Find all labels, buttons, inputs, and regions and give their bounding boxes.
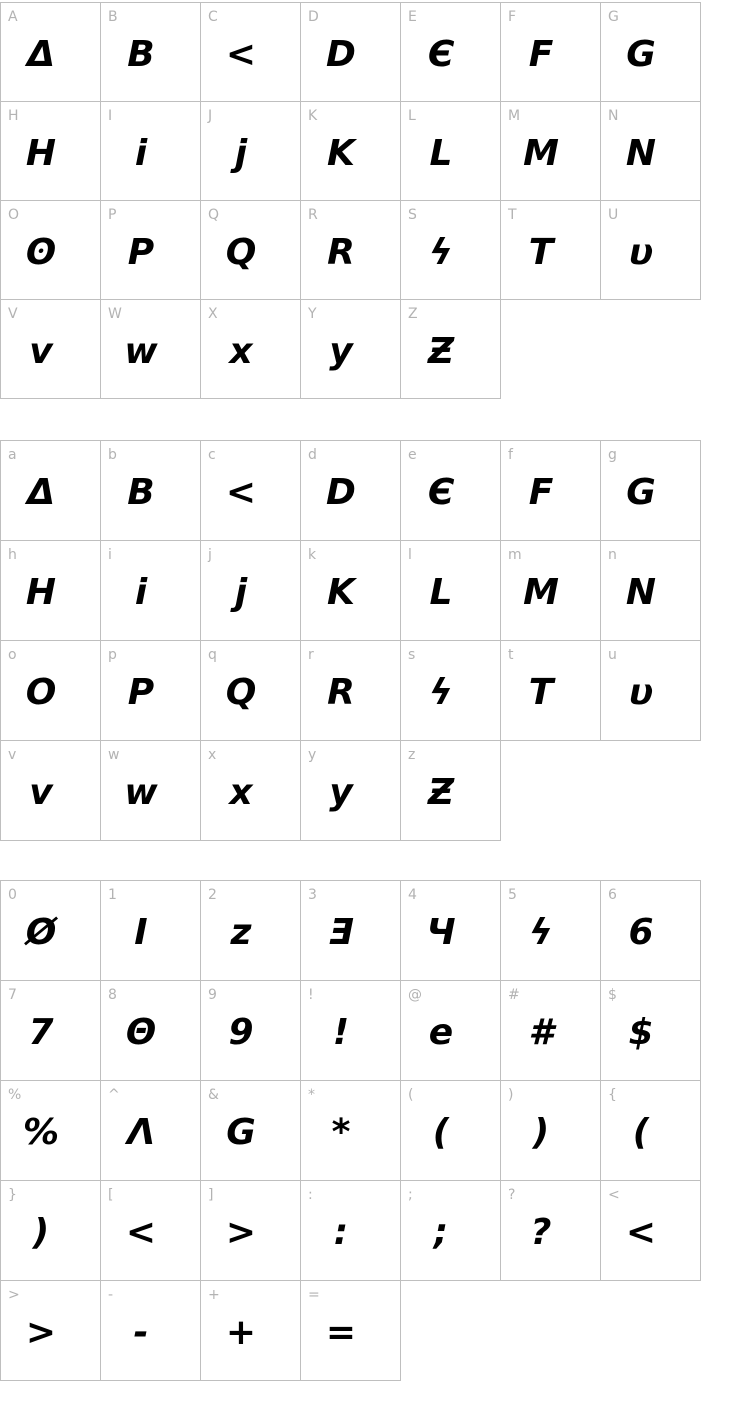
glyph-block-digits-symbols (0, 880, 740, 1381)
glyph-row (1, 300, 740, 399)
glyph-cell (100, 1080, 201, 1181)
glyph-cell-preview: Q (225, 232, 257, 273)
glyph-cell-preview: B (127, 34, 155, 75)
glyph-cell-label: C (208, 9, 218, 25)
glyph-cell (0, 200, 101, 300)
glyph-cell-label: < (608, 1187, 620, 1203)
glyph-cell-preview: I (134, 912, 148, 953)
glyph-cell-preview: ) (32, 1212, 50, 1253)
glyph-cell-label: N (608, 108, 619, 124)
glyph-cell (300, 640, 401, 741)
glyph-cell-label: 3 (308, 887, 317, 903)
glyph-cell (500, 101, 601, 201)
glyph-cell-preview: G (226, 1112, 256, 1153)
glyph-cell-preview: ( (632, 1112, 650, 1153)
glyph-cell-preview: Ƶ (427, 772, 455, 813)
glyph-cell (100, 880, 201, 981)
glyph-cell (400, 540, 501, 641)
glyph-cell-preview: K (327, 133, 355, 174)
glyph-cell-preview: i (134, 572, 148, 613)
glyph-cell (200, 101, 301, 201)
glyph-cell-preview: G (626, 34, 656, 75)
glyph-cell-preview: z (230, 912, 252, 953)
glyph-cell-label: V (8, 306, 18, 322)
glyph-row (1, 1281, 740, 1381)
glyph-cell-preview: - (133, 1312, 149, 1353)
glyph-row (1, 3, 740, 102)
glyph-cell-label: Y (308, 306, 317, 322)
glyph-cell (0, 880, 101, 981)
glyph-cell-label: v (8, 747, 17, 763)
glyph-cell-preview: y (329, 772, 353, 813)
glyph-cell-preview: > (25, 1312, 57, 1353)
glyph-cell (500, 980, 601, 1081)
glyph-cell-preview: K (327, 572, 355, 613)
glyph-cell-label: ^ (108, 1087, 120, 1103)
glyph-cell (400, 101, 501, 201)
glyph-cell (0, 1080, 101, 1181)
glyph-cell-label: z (408, 747, 416, 763)
glyph-cell-preview: w (124, 331, 158, 372)
glyph-cell-label: x (208, 747, 217, 763)
glyph-cell (300, 1180, 401, 1281)
glyph-cell (0, 980, 101, 1081)
glyph-cell-label: 8 (108, 987, 117, 1003)
glyph-cell-label: [ (108, 1187, 114, 1203)
glyph-cell-label: k (308, 547, 317, 563)
glyph-cell (300, 299, 401, 399)
glyph-cell-preview: N (625, 133, 657, 174)
glyph-cell-label: & (208, 1087, 219, 1103)
glyph-cell-label: $ (608, 987, 617, 1003)
glyph-cell-preview: Δ (27, 34, 55, 75)
glyph-cell-label: 6 (608, 887, 617, 903)
glyph-cell-preview: : (333, 1212, 349, 1253)
glyph-cell-label: S (408, 207, 417, 223)
glyph-cell-preview: 7 (28, 1012, 54, 1053)
glyph-cell-preview: y (329, 331, 353, 372)
glyph-cell-label: g (608, 447, 617, 463)
glyph-cell-label: @ (408, 987, 422, 1003)
glyph-cell-preview: G (626, 472, 656, 513)
glyph-cell (100, 2, 201, 102)
glyph-row (1, 1081, 740, 1181)
glyph-cell (600, 980, 701, 1081)
glyph-cell-label: K (308, 108, 318, 124)
glyph-cell-preview: D (326, 34, 356, 75)
glyph-cell (0, 540, 101, 641)
glyph-cell-label: - (108, 1287, 114, 1303)
glyph-cell (0, 740, 101, 841)
glyph-row (1, 641, 740, 741)
glyph-block-lowercase (0, 440, 740, 841)
glyph-cell-preview: υ (628, 232, 654, 273)
glyph-cell (100, 1280, 201, 1381)
glyph-cell (0, 1280, 101, 1381)
glyph-row (1, 981, 740, 1081)
glyph-cell-preview: ϟ (429, 672, 453, 713)
glyph-cell (600, 440, 701, 541)
glyph-cell-preview: ; (433, 1212, 449, 1253)
glyph-cell-label: * (308, 1087, 315, 1103)
glyph-cell-preview: Q (225, 672, 257, 713)
glyph-cell (0, 2, 101, 102)
glyph-cell-label: H (8, 108, 19, 124)
glyph-cell (400, 2, 501, 102)
glyph-cell-preview: Ø (25, 912, 57, 953)
glyph-cell (100, 1180, 201, 1281)
glyph-cell (600, 101, 701, 201)
glyph-cell (300, 1080, 401, 1181)
glyph-cell-preview: e (428, 1012, 454, 1053)
glyph-cell-label: W (108, 306, 122, 322)
glyph-row (1, 1181, 740, 1281)
glyph-cell-label: u (608, 647, 617, 663)
glyph-cell-label: U (608, 207, 619, 223)
glyph-cell (200, 440, 301, 541)
glyph-cell-label: j (208, 547, 212, 563)
glyph-cell-label: X (208, 306, 218, 322)
glyph-cell (200, 1080, 301, 1181)
glyph-cell-preview: * (331, 1112, 351, 1153)
glyph-cell-label: D (308, 9, 319, 25)
glyph-cell-label: q (208, 647, 217, 663)
glyph-cell-preview: T (528, 672, 554, 713)
glyph-cell-preview: Ǝ (328, 912, 354, 953)
glyph-cell-preview: < (225, 34, 257, 75)
glyph-row (1, 441, 740, 541)
glyph-cell (600, 200, 701, 300)
glyph-cell-label: O (8, 207, 20, 223)
glyph-cell-preview: ϟ (429, 232, 453, 273)
glyph-cell (600, 640, 701, 741)
glyph-cell-preview: ( (432, 1112, 450, 1153)
glyph-cell (500, 640, 601, 741)
glyph-cell-preview: ʘ (25, 232, 57, 273)
glyph-cell (300, 740, 401, 841)
glyph-cell (400, 640, 501, 741)
glyph-cell (400, 1180, 501, 1281)
glyph-cell-preview: w (124, 772, 158, 813)
glyph-cell (600, 1080, 701, 1181)
glyph-cell (400, 1080, 501, 1181)
glyph-cell (500, 1080, 601, 1181)
glyph-cell (200, 299, 301, 399)
glyph-cell-label: n (608, 547, 617, 563)
glyph-cell (500, 440, 601, 541)
glyph-cell (0, 440, 101, 541)
glyph-cell (200, 640, 301, 741)
glyph-cell (100, 540, 201, 641)
glyph-cell-preview: T (528, 232, 554, 273)
glyph-cell-preview: x (229, 331, 253, 372)
glyph-cell-label: 0 (8, 887, 17, 903)
glyph-cell (400, 440, 501, 541)
glyph-cell-label: P (108, 207, 117, 223)
glyph-cell-preview: N (625, 572, 657, 613)
glyph-cell-label: > (8, 1287, 20, 1303)
glyph-cell-preview: Є (427, 472, 455, 513)
glyph-cell (300, 101, 401, 201)
glyph-cell (200, 980, 301, 1081)
glyph-cell-label: E (408, 9, 417, 25)
glyph-row (1, 741, 740, 841)
glyph-cell (400, 980, 501, 1081)
glyph-row (1, 102, 740, 201)
glyph-cell-preview: x (229, 772, 253, 813)
glyph-cell-preview: ? (530, 1212, 552, 1253)
glyph-cell-label: m (508, 547, 522, 563)
glyph-cell (100, 640, 201, 741)
glyph-cell-preview: v (29, 331, 53, 372)
glyph-cell (200, 1180, 301, 1281)
glyph-cell-label: 1 (108, 887, 117, 903)
glyph-cell (500, 2, 601, 102)
glyph-cell-label: M (508, 108, 521, 124)
glyph-cell-label: w (108, 747, 120, 763)
glyph-cell-label: ? (508, 1187, 516, 1203)
glyph-cell (0, 640, 101, 741)
glyph-cell-label: = (308, 1287, 320, 1303)
glyph-cell (200, 1280, 301, 1381)
glyph-cell (100, 101, 201, 201)
glyph-cell (100, 440, 201, 541)
glyph-cell-preview: υ (628, 672, 654, 713)
glyph-cell-label: h (8, 547, 17, 563)
glyph-cell (0, 101, 101, 201)
glyph-cell-preview: F (528, 472, 554, 513)
glyph-cell-label: } (8, 1187, 17, 1203)
glyph-cell-label: ! (308, 987, 314, 1003)
glyph-cell-label: Q (208, 207, 220, 223)
glyph-cell (600, 540, 701, 641)
glyph-cell-label: f (508, 447, 513, 463)
glyph-cell-preview: D (326, 472, 356, 513)
glyph-cell-preview: Є (427, 34, 455, 75)
glyph-cell-preview: < (625, 1212, 657, 1253)
glyph-cell-preview: # (528, 1012, 554, 1053)
glyph-cell-label: ] (208, 1187, 214, 1203)
glyph-cell-preview: P (127, 672, 155, 713)
glyph-cell-preview: ϟ (529, 912, 553, 953)
glyph-cell-label: { (608, 1087, 617, 1103)
glyph-cell-preview: < (125, 1212, 157, 1253)
glyph-cell-preview: ) (532, 1112, 550, 1153)
glyph-cell (500, 1180, 601, 1281)
glyph-cell (200, 540, 301, 641)
glyph-cell (100, 980, 201, 1081)
glyph-cell (0, 1180, 101, 1281)
glyph-cell-preview: v (29, 772, 53, 813)
glyph-cell-preview: H (25, 133, 57, 174)
glyph-cell-preview: F (528, 34, 554, 75)
glyph-cell-preview: Ƶ (427, 331, 455, 372)
glyph-cell-preview: > (225, 1212, 257, 1253)
glyph-cell-label: G (608, 9, 619, 25)
glyph-cell-label: l (408, 547, 412, 563)
glyph-cell-label: 2 (208, 887, 217, 903)
glyph-cell (600, 1180, 701, 1281)
glyph-cell-label: 5 (508, 887, 517, 903)
glyph-cell-label: F (508, 9, 517, 25)
glyph-cell (200, 2, 301, 102)
glyph-cell-label: y (308, 747, 317, 763)
glyph-cell-preview: Ч (426, 912, 456, 953)
glyph-cell-label: a (8, 447, 17, 463)
glyph-cell (300, 440, 401, 541)
glyph-cell-label: i (108, 547, 112, 563)
glyph-cell (300, 1280, 401, 1381)
glyph-cell-label: : (308, 1187, 313, 1203)
glyph-cell-preview: 9 (228, 1012, 254, 1053)
glyph-row (1, 541, 740, 641)
glyph-cell-label: L (408, 108, 416, 124)
glyph-cell-label: ) (508, 1087, 514, 1103)
glyph-cell-preview: ! (332, 1012, 350, 1053)
glyph-cell-label: + (208, 1287, 220, 1303)
glyph-cell (0, 299, 101, 399)
glyph-cell-label: 7 (8, 987, 17, 1003)
glyph-cell (400, 740, 501, 841)
glyph-cell-label: b (108, 447, 117, 463)
glyph-map-page (0, 2, 740, 1381)
glyph-cell-preview: $ (628, 1012, 654, 1053)
glyph-cell-label: % (8, 1087, 22, 1103)
glyph-cell-preview: % (22, 1112, 60, 1153)
glyph-cell-preview: M (523, 572, 559, 613)
glyph-cell-preview: L (429, 572, 453, 613)
glyph-cell-label: Z (408, 306, 418, 322)
glyph-cell (500, 880, 601, 981)
glyph-cell-preview: R (327, 232, 355, 273)
glyph-cell-label: ( (408, 1087, 414, 1103)
glyph-cell-label: # (508, 987, 520, 1003)
glyph-cell-preview: H (25, 572, 57, 613)
glyph-cell-preview: R (327, 672, 355, 713)
glyph-cell-label: c (208, 447, 216, 463)
glyph-cell-label: 9 (208, 987, 217, 1003)
glyph-cell (400, 200, 501, 300)
glyph-cell (600, 880, 701, 981)
glyph-cell-preview: B (127, 472, 155, 513)
glyph-cell-preview: O (25, 672, 57, 713)
glyph-block-uppercase (0, 2, 740, 399)
glyph-cell-preview: L (429, 133, 453, 174)
glyph-cell-label: I (108, 108, 113, 124)
glyph-cell-preview: Θ (125, 1012, 157, 1053)
glyph-row (1, 881, 740, 981)
glyph-cell-preview: P (127, 232, 155, 273)
glyph-cell-label: p (108, 647, 117, 663)
glyph-cell-label: J (208, 108, 213, 124)
glyph-cell (300, 540, 401, 641)
glyph-cell-label: s (408, 647, 416, 663)
glyph-cell-preview: + (225, 1312, 257, 1353)
glyph-cell-preview: i (134, 133, 148, 174)
glyph-cell (100, 200, 201, 300)
glyph-row (1, 201, 740, 300)
glyph-cell (200, 880, 301, 981)
glyph-cell-preview: < (225, 472, 257, 513)
glyph-cell-preview: 6 (628, 912, 654, 953)
glyph-cell-preview: Δ (27, 472, 55, 513)
glyph-cell (200, 200, 301, 300)
glyph-cell (400, 880, 501, 981)
glyph-cell (400, 299, 501, 399)
glyph-cell (300, 980, 401, 1081)
glyph-cell-label: R (308, 207, 318, 223)
glyph-cell-label: 4 (408, 887, 417, 903)
glyph-cell-label: t (508, 647, 514, 663)
glyph-cell (300, 200, 401, 300)
glyph-cell (200, 740, 301, 841)
glyph-cell (300, 880, 401, 981)
glyph-cell-label: r (308, 647, 314, 663)
glyph-cell (500, 200, 601, 300)
glyph-cell (300, 2, 401, 102)
glyph-cell (500, 540, 601, 641)
glyph-cell (100, 740, 201, 841)
glyph-cell (100, 299, 201, 399)
glyph-cell-preview: Λ (127, 1112, 155, 1153)
glyph-cell-preview: j (234, 572, 248, 613)
glyph-cell (600, 2, 701, 102)
glyph-cell-preview: M (523, 133, 559, 174)
glyph-cell-label: o (8, 647, 17, 663)
glyph-cell-label: A (8, 9, 18, 25)
glyph-cell-label: B (108, 9, 118, 25)
glyph-cell-label: ; (408, 1187, 413, 1203)
glyph-cell-label: T (508, 207, 517, 223)
glyph-cell-label: e (408, 447, 417, 463)
glyph-cell-preview: j (234, 133, 248, 174)
glyph-cell-label: d (308, 447, 317, 463)
glyph-cell-preview: = (325, 1312, 357, 1353)
